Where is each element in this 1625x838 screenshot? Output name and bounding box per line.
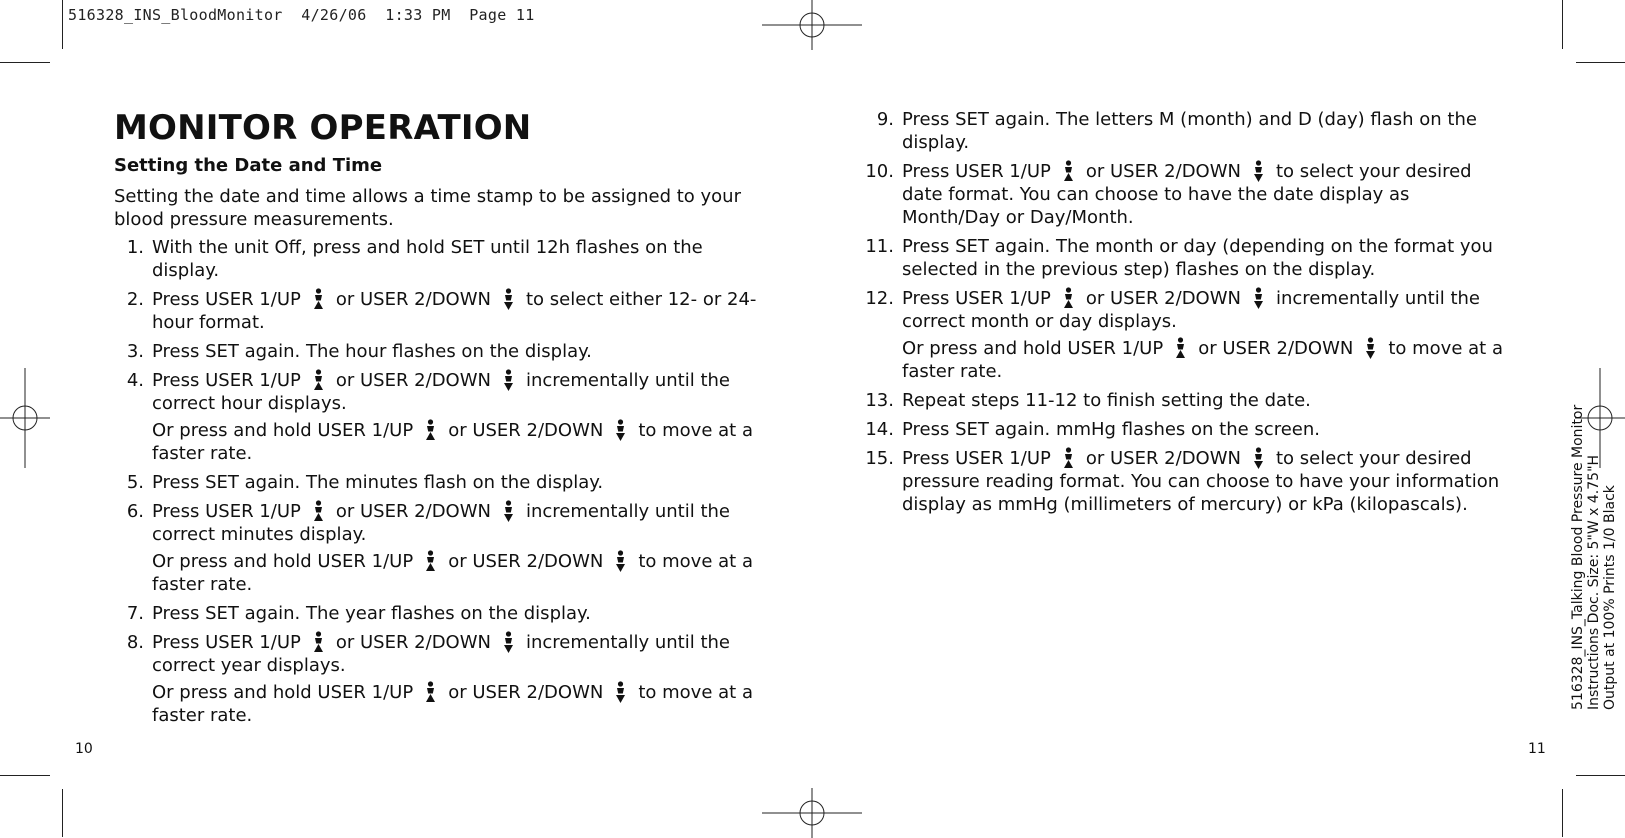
step-15: 15. Press USER 1/UP or USER 2/DOWN to select your desired pressure reading format. You can choose to have your information display as mmHg (millimeters of mercury) or kPa (kilopascals).	[865, 448, 1500, 515]
step-8-alt: Or press and hold USER 1/UP or USER 2/DOWN to move at a faster rate.	[152, 682, 753, 726]
page-title: MONITOR OPERATION	[114, 108, 532, 148]
user-down-icon	[614, 550, 627, 572]
user-down-icon	[502, 500, 515, 522]
steps-list-left	[114, 236, 764, 727]
step-6-alt: Or press and hold USER 1/UP or USER 2/DOWN to move at a faster rate.	[152, 551, 753, 595]
step-9: 9. Press SET again. The letters M (month) and D (day) flash on the display.	[876, 109, 1477, 153]
step-4-alt: Or press and hold USER 1/UP or USER 2/DOWN to move at a faster rate.	[152, 420, 753, 464]
steps-list-right	[862, 108, 1512, 516]
user-up-icon	[312, 631, 325, 653]
step-11: 11. Press SET again. The month or day (depending on the format you selected in the previous step) flashes on the display.	[865, 236, 1493, 280]
step-4: 4. Press USER 1/UP or USER 2/DOWN incrementally until the correct hour displays. Or press and hold USER 1/UP or USER 2/DOWN to move at a faster rate.	[114, 369, 764, 465]
step-1: 1. With the unit Off, press and hold SET until 12h flashes on the display.	[126, 237, 703, 281]
crop-mark-tr-h	[1576, 62, 1625, 63]
step-10: 10. Press USER 1/UP or USER 2/DOWN to select your desired date format. You can choose to have the date display as Month/Day or Day/Month.	[865, 161, 1472, 228]
user-down-icon	[502, 288, 515, 310]
user-up-icon	[312, 500, 325, 522]
section-heading: Setting the Date and Time	[114, 155, 383, 176]
registration-mark-bottom	[762, 788, 862, 838]
step-12-alt: Or press and hold USER 1/UP or USER 2/DOWN to move at a faster rate.	[902, 338, 1503, 382]
registration-mark-top	[762, 0, 862, 50]
user-up-icon	[1062, 160, 1075, 182]
step-3: 3. Press SET again. The hour flashes on the display.	[126, 341, 592, 362]
user-down-icon	[614, 419, 627, 441]
user-down-icon	[1252, 287, 1265, 309]
crop-mark-tl-v	[62, 0, 63, 49]
crop-mark-tl-h	[0, 62, 50, 63]
side-info-line: Instructions Doc. Size: 5"W x 4.75"H	[1586, 454, 1602, 710]
step-5: 5. Press SET again. The minutes flash on the display.	[126, 472, 604, 493]
user-up-icon	[1062, 287, 1075, 309]
user-up-icon	[1174, 337, 1187, 359]
user-up-icon	[1062, 447, 1075, 469]
intro-paragraph: Setting the date and time allows a time stamp to be assigned to your blood pressure measurements.	[114, 186, 741, 230]
step-2: 2. Press USER 1/UP or USER 2/DOWN to select either 12- or 24-hour format.	[126, 289, 757, 333]
user-down-icon	[1252, 160, 1265, 182]
user-up-icon	[424, 419, 437, 441]
step-8: 8. Press USER 1/UP or USER 2/DOWN incrementally until the correct year displays. Or press and hold USER 1/UP or USER 2/DOWN to move at a faster rate.	[114, 631, 764, 727]
user-up-icon	[312, 369, 325, 391]
right-page	[862, 108, 1512, 522]
user-up-icon	[424, 550, 437, 572]
registration-mark-left	[0, 368, 50, 468]
page-number-right: 11	[1528, 741, 1546, 757]
step-7: 7. Press SET again. The year flashes on the display.	[126, 603, 591, 624]
user-down-icon	[502, 631, 515, 653]
crop-mark-bl-h	[0, 775, 50, 776]
user-down-icon	[614, 681, 627, 703]
crop-mark-bl-v	[62, 789, 63, 837]
user-up-icon	[312, 288, 325, 310]
side-info-line: Output at 100% Prints 1/0 Black	[1602, 485, 1618, 710]
crop-mark-br-h	[1576, 775, 1625, 776]
side-print-info	[1570, 405, 1618, 710]
page-number-left: 10	[75, 741, 93, 757]
user-down-icon	[1252, 447, 1265, 469]
side-info-line: 516328_INS_Talking Blood Pressure Monitor	[1570, 404, 1586, 710]
step-6: 6. Press USER 1/UP or USER 2/DOWN incrementally until the correct minutes display. Or press and hold USER 1/UP or USER 2/DOWN to move at a faster rate.	[114, 500, 764, 596]
user-down-icon	[1364, 337, 1377, 359]
crop-mark-tr-v	[1562, 0, 1563, 49]
step-13: 13. Repeat steps 11-12 to finish setting the date.	[865, 390, 1311, 411]
step-14: 14. Press SET again. mmHg flashes on the screen.	[865, 419, 1320, 440]
step-12: 12. Press USER 1/UP or USER 2/DOWN incrementally until the correct month or day displays. Or press and hold USER 1/UP or USER 2/DOWN to move at a faster rate.	[862, 287, 1512, 383]
user-up-icon	[424, 681, 437, 703]
print-slug: 516328_INS_BloodMonitor 4/26/06 1:33 PM Page 11	[68, 6, 535, 24]
user-down-icon	[502, 369, 515, 391]
left-page	[114, 108, 764, 733]
crop-mark-br-v	[1562, 789, 1563, 837]
